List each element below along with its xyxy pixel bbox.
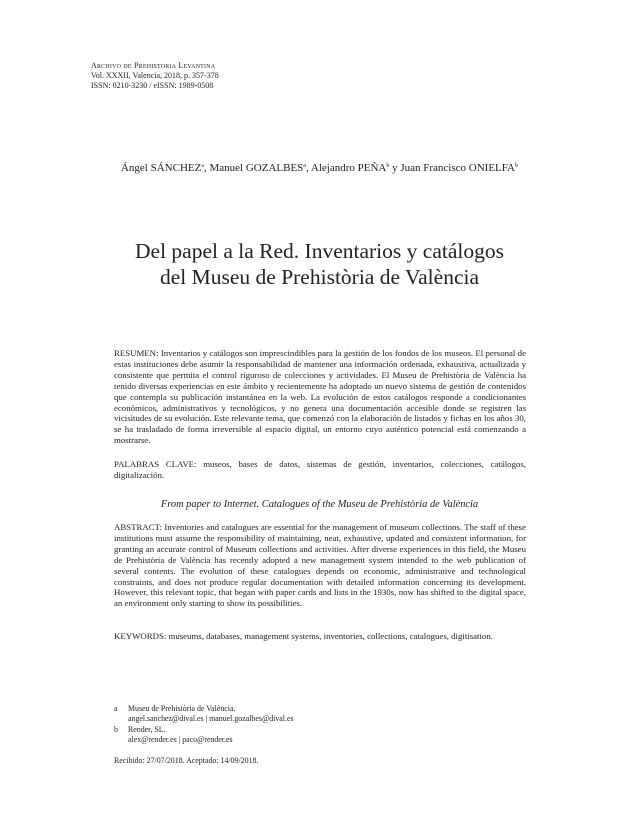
author-list [0, 162, 639, 174]
affiliation-a [114, 704, 235, 714]
affiliation-a-emails[interactable]: angel.sanchez@dival.es | manuel.gozalbes@dival.es [128, 714, 294, 723]
author-name: Juan Francisco ONIELFA [400, 162, 516, 174]
author-affil-mark: a [303, 163, 306, 169]
affiliation-mark: b [114, 725, 118, 734]
abstract-paragraph: ABSTRACT: Inventories and catalogues are essential for the management of museum collections. The staff of these institutions must assume the responsibility of maintaining, neat, exhaustive, updated and consistent information, for granting an accurate control of Museum collections and activities. After diverse experiences in this field, the Museu de Prehistòria de València has recently adopted a new management system intended to the web publication of several contents. The evolution of these catalogues depends on economic, administrative and technological constraints, and does not produce regular documentation with detailed information concerning its development. However, this relevant topic, that began with paper cards and lists in the 1930s, now has shifted to the digital space, an environment only starting to show its possibilities. [114, 522, 526, 609]
keywords: KEYWORDS: museums, databases, management systems, inventories, collections, catalogues, digitisation. [114, 631, 493, 641]
author-name: Alejandro PEÑA [310, 162, 387, 174]
author-separator: y [389, 162, 401, 174]
author-affil-mark: a [201, 163, 204, 169]
affiliation-institution: Museu de Prehistòria de València. [128, 704, 236, 713]
author-separator: , [305, 162, 311, 174]
author-name: Ángel SÁNCHEZ [120, 162, 202, 174]
volume-line: Vol. XXXII, Valencia, 2018, p. 357-378 [91, 71, 219, 80]
palabras-clave: PALABRAS CLAVE: museos, bases de datos, sistemas de gestión, inventarios, colecciones, catálogos, digitalización. [114, 459, 526, 480]
affiliation-mark: a [114, 704, 118, 713]
author-separator: , [204, 162, 210, 174]
received-accepted-dates: Recibido: 27/07/2018. Aceptado: 14/09/2018. [114, 756, 259, 765]
title-line-2: del Museu de Prehistòria de València [159, 265, 480, 289]
author-affil-mark: b [386, 163, 390, 169]
journal-header [91, 61, 219, 91]
resumen-paragraph: RESUMEN: Inventarios y catálogos son imprescindibles para la gestión de los fondos de los museos. El personal de estas instituciones debe asumir la responsabilidad de mantener una información ordenada, exhaustiva, actualizada y consistente que permita el control riguroso de colecciones y actividades. El Museu de Prehistòria de València ha tenido diversas experiencias en este ámbito y recientemente ha adoptado un nuevo sistema de gestión de contenidos que contempla su publicación instantánea en la web. La evolución de estos catálogos responde a condicionantes económicos, administrativos y tecnológicos, y no genera una documentación accesible donde se registren las vicisitudes de su evolución. Este relevante tema, que comenzó con la elaboración de listados y fichas en los años 30, se ha trasladado de forma irreversible al espacio digital, un entorno cuyo auténtico potencial está comenzando a mostrarse. [114, 348, 526, 446]
affiliation-b-emails[interactable]: alex@render.es | paco@render.es [128, 735, 233, 744]
author-affil-mark: b [515, 163, 519, 169]
english-title: From paper to Internet. Catalogues of the Museu de Prehistòria de València [160, 499, 479, 510]
author-name: Manuel GOZALBES [209, 162, 304, 174]
journal-name: Archivo de Prehistoria Levantina [91, 61, 216, 70]
affiliation-institution: Render, SL. [128, 725, 166, 734]
paper-title [0, 238, 639, 290]
issn-line: ISSN: 0210-3230 / eISSN: 1989-0508 [91, 81, 214, 90]
title-line-1: Del papel a la Red. Inventarios y catálogos [135, 239, 504, 263]
affiliation-b [114, 725, 166, 735]
